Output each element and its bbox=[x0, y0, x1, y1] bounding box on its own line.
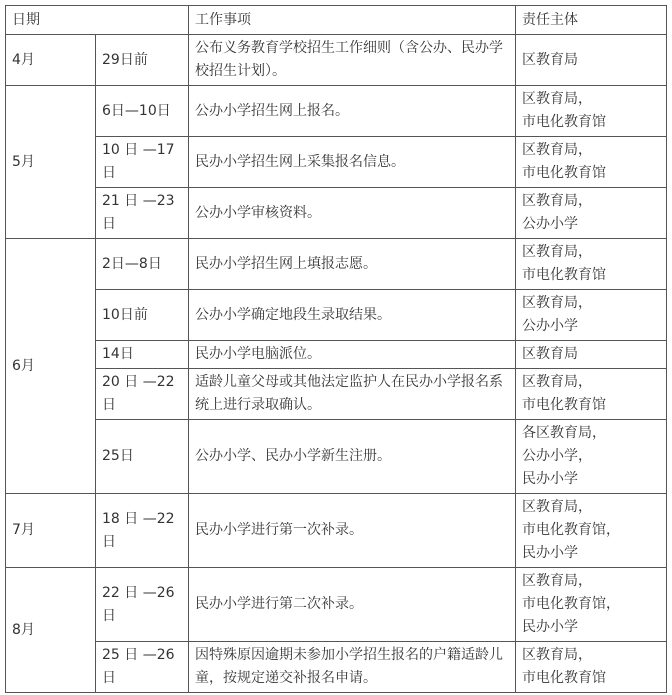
table-row bbox=[6, 35, 667, 86]
responsible-line: 民办小学 bbox=[522, 471, 578, 487]
responsible-cell bbox=[516, 86, 667, 137]
responsible-line: 市电化教育馆 bbox=[522, 165, 606, 181]
month-cell: 5月 bbox=[6, 86, 96, 239]
responsible-line: 区教育局， bbox=[522, 374, 592, 390]
table-row bbox=[6, 341, 667, 369]
responsible-cell bbox=[516, 494, 667, 568]
responsible-line: 市电化教育馆 bbox=[522, 267, 606, 283]
day-cell: 10日前 bbox=[96, 290, 189, 341]
task-cell: 民办小学进行第一次补录。 bbox=[189, 494, 516, 568]
responsible-line: 区教育局， bbox=[522, 193, 592, 209]
month-cell: 6月 bbox=[6, 239, 96, 494]
table-row bbox=[6, 420, 667, 494]
task-cell: 公办小学、民办小学新生注册。 bbox=[189, 420, 516, 494]
task-cell: 因特殊原因逾期未参加小学招生报名的户籍适龄儿童，按规定递交补报名申请。 bbox=[189, 642, 516, 693]
responsible-line: 各区教育局， bbox=[522, 425, 606, 441]
task-cell: 民办小学招生网上采集报名信息。 bbox=[189, 137, 516, 188]
day-cell: 25日 bbox=[96, 420, 189, 494]
responsible-cell bbox=[516, 137, 667, 188]
task-cell: 民办小学招生网上填报志愿。 bbox=[189, 239, 516, 290]
responsible-line: 区教育局 bbox=[522, 346, 578, 362]
day-cell: 2日—8日 bbox=[96, 239, 189, 290]
responsible-line: 区教育局， bbox=[522, 573, 592, 589]
responsible-line: 区教育局， bbox=[522, 295, 592, 311]
day-cell: 21 日 —23 日 bbox=[96, 188, 189, 239]
responsible-cell bbox=[516, 188, 667, 239]
responsible-line: 区教育局， bbox=[522, 142, 592, 158]
responsible-cell bbox=[516, 568, 667, 642]
responsible-cell bbox=[516, 369, 667, 420]
task-cell: 公办小学招生网上报名。 bbox=[189, 86, 516, 137]
month-cell: 8月 bbox=[6, 568, 96, 693]
responsible-line: 民办小学 bbox=[522, 545, 578, 561]
responsible-cell bbox=[516, 290, 667, 341]
responsible-line: 公办小学 bbox=[522, 216, 578, 232]
month-cell: 7月 bbox=[6, 494, 96, 568]
responsible-line: 市电化教育馆 bbox=[522, 670, 606, 686]
responsible-line: 区教育局， bbox=[522, 647, 592, 663]
responsible-line: 市电化教育馆， bbox=[522, 522, 620, 538]
responsible-cell bbox=[516, 420, 667, 494]
responsible-line: 市电化教育馆， bbox=[522, 596, 620, 612]
day-cell: 22 日 —26 日 bbox=[96, 568, 189, 642]
responsible-line: 区教育局， bbox=[522, 244, 592, 260]
day-cell: 10 日 —17 日 bbox=[96, 137, 189, 188]
day-cell: 29日前 bbox=[96, 35, 189, 86]
day-cell: 18 日 —22 日 bbox=[96, 494, 189, 568]
table-row bbox=[6, 290, 667, 341]
responsible-line: 公办小学 bbox=[522, 318, 578, 334]
table-row bbox=[6, 239, 667, 290]
responsible-line: 区教育局， bbox=[522, 499, 592, 515]
responsible-cell bbox=[516, 239, 667, 290]
day-cell: 25 日 —26 日 bbox=[96, 642, 189, 693]
task-cell: 公办小学确定地段生录取结果。 bbox=[189, 290, 516, 341]
month-cell: 4月 bbox=[6, 35, 96, 86]
task-cell: 民办小学进行第二次补录。 bbox=[189, 568, 516, 642]
task-cell: 公办小学审核资料。 bbox=[189, 188, 516, 239]
responsible-cell bbox=[516, 35, 667, 86]
task-cell: 民办小学电脑派位。 bbox=[189, 341, 516, 369]
enrollment-schedule-table bbox=[5, 5, 667, 693]
responsible-line: 公办小学， bbox=[522, 448, 592, 464]
responsible-line: 市电化教育馆 bbox=[522, 397, 606, 413]
table-row bbox=[6, 494, 667, 568]
task-cell: 适龄儿童父母或其他法定监护人在民办小学报名系统上进行录取确认。 bbox=[189, 369, 516, 420]
day-cell: 6日—10日 bbox=[96, 86, 189, 137]
header-row bbox=[6, 6, 667, 35]
responsible-line: 市电化教育馆 bbox=[522, 114, 606, 130]
table-row bbox=[6, 86, 667, 137]
responsible-line: 区教育局， bbox=[522, 91, 592, 107]
header-responsible: 责任主体 bbox=[516, 6, 667, 35]
schedule-body bbox=[6, 6, 667, 693]
task-cell: 公布义务教育学校招生工作细则（含公办、民办学校招生计划）。 bbox=[189, 35, 516, 86]
table-row bbox=[6, 642, 667, 693]
table-row bbox=[6, 188, 667, 239]
table-row bbox=[6, 137, 667, 188]
day-cell: 20 日 —22 日 bbox=[96, 369, 189, 420]
table-row bbox=[6, 369, 667, 420]
responsible-cell bbox=[516, 341, 667, 369]
responsible-line: 区教育局 bbox=[522, 51, 578, 68]
table-row bbox=[6, 568, 667, 642]
header-date: 日期 bbox=[6, 6, 189, 35]
responsible-line: 民办小学 bbox=[522, 619, 578, 635]
responsible-cell bbox=[516, 642, 667, 693]
day-cell: 14日 bbox=[96, 341, 189, 369]
header-matter: 工作事项 bbox=[189, 6, 516, 35]
